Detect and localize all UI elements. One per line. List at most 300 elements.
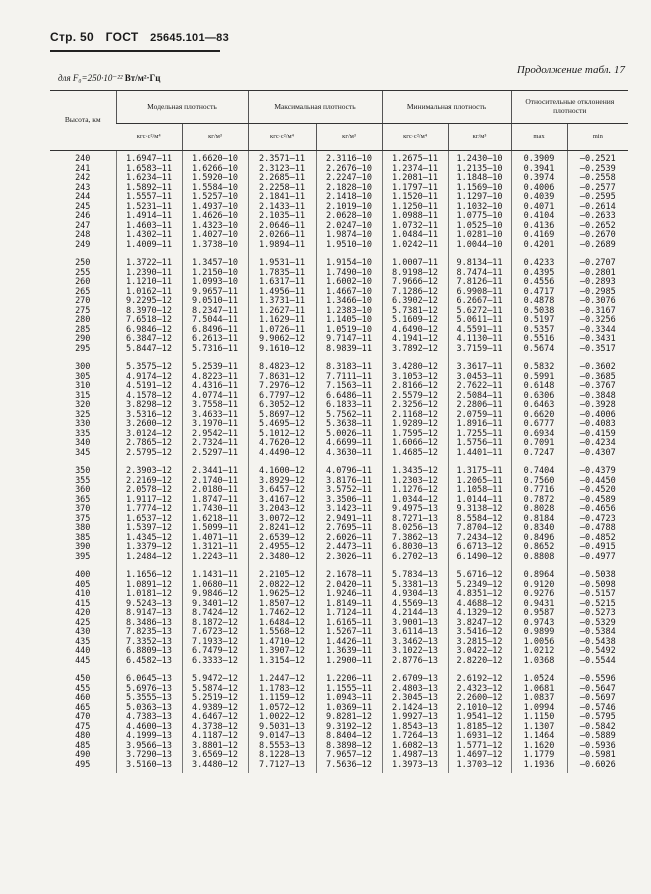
table-cell: 480	[75, 731, 91, 741]
table-cell: 9.3138—12	[448, 505, 511, 515]
table-cell: 1.6218—11	[182, 515, 248, 525]
table-cell: 0.9743	[511, 619, 567, 629]
table-cell: —0.3517	[567, 345, 628, 358]
table-cell: 3.4480—12	[182, 761, 248, 774]
table-cell: —0.3685	[567, 373, 628, 383]
table-cell: 4.5569—13	[382, 600, 448, 610]
table-cell: —0.5842	[567, 723, 628, 733]
table-cell: 2.1424—13	[382, 704, 448, 714]
table-cell: 1.4685—12	[382, 449, 448, 462]
table-cell: 255	[75, 267, 91, 278]
table-cell: 3.8929—12	[248, 477, 316, 487]
table-cell: 1.7490—10	[316, 269, 382, 279]
table-cell: 435	[75, 636, 91, 647]
table-cell: 1.1250—11	[382, 203, 448, 213]
header-max-density: Максимальная плотность	[248, 91, 382, 124]
table-cell: —0.5329	[567, 619, 628, 629]
table-cell: 4.1999—13	[116, 732, 182, 742]
table-cell: 1.0681	[511, 685, 567, 695]
table-cell: 1.6082—13	[382, 742, 448, 752]
table-cell: —0.6026	[567, 761, 628, 774]
table-cell: 1.6484—12	[248, 619, 316, 629]
table-cell: 250	[75, 258, 91, 268]
table-cell: 0.7091	[511, 439, 567, 449]
table-row	[50, 761, 628, 774]
table-cell: 2.0180—11	[182, 486, 248, 496]
table-cell: 345	[75, 447, 91, 458]
table-cell: 2.2105—12	[248, 565, 316, 581]
table-cell: 1.0056	[511, 638, 567, 648]
table-cell: 1.5771—12	[448, 742, 511, 752]
table-cell: 1.9154—10	[316, 253, 382, 269]
table-cell: 1.0022—12	[248, 713, 316, 723]
table-cell: 5.0611—11	[448, 316, 511, 326]
table-cell: 1.1783—12	[248, 685, 316, 695]
table-cell: 385	[75, 532, 91, 543]
table-cell: 2.1433—11	[248, 203, 316, 213]
table-cell: 405	[75, 579, 91, 590]
table-cell: 7.6518—12	[116, 316, 182, 326]
table-cell: 2.8776—13	[382, 657, 448, 670]
table-cell: —0.5647	[567, 685, 628, 695]
table-cell: 1.1620	[511, 742, 567, 752]
table-cell: 7.5636—12	[316, 761, 382, 774]
table-row	[50, 553, 628, 566]
table-cell: 1.1058—11	[448, 486, 511, 496]
table-cell: 2.1740—11	[182, 477, 248, 487]
table-cell: 1.2900—11	[316, 657, 382, 670]
table-cell: —0.2985	[567, 288, 628, 298]
table-cell: 2.3123—11	[248, 165, 316, 175]
table-cell: 1.5920—10	[182, 174, 248, 184]
table-cell: 2.2685—11	[248, 174, 316, 184]
table-cell: 1.3154—12	[248, 657, 316, 670]
table-cell: 240	[75, 154, 91, 164]
table-cell: 1.2484—12	[116, 553, 182, 566]
table-cell: 4.4316—11	[182, 382, 248, 392]
table-cell: 2.3026—11	[316, 553, 382, 566]
table-row	[50, 253, 628, 269]
table-cell: 0.8184	[511, 515, 567, 525]
table-cell: 1.9531—11	[248, 253, 316, 269]
table-cell: 450	[75, 674, 91, 684]
table-cell: 4.3630—11	[316, 449, 382, 462]
table-cell: 4.1578—12	[116, 392, 182, 402]
density-table	[50, 90, 628, 773]
table-cell: 1.5099—11	[182, 524, 248, 534]
table-cell: 400	[75, 570, 91, 580]
table-cell: 1.2390—11	[116, 269, 182, 279]
gost-label: ГОСТ	[105, 30, 139, 44]
row-group	[50, 357, 628, 461]
table-cell: —0.4589	[567, 496, 628, 506]
table-cell: 1.0524	[511, 669, 567, 685]
table-cell: 3.3462—13	[382, 638, 448, 648]
table-cell: 1.0368	[511, 657, 567, 670]
table-cell: 3.8801—12	[182, 742, 248, 752]
table-cell: 1.2383—10	[316, 307, 382, 317]
table-cell: 2.6539—12	[248, 534, 316, 544]
table-cell: 7.2976—12	[248, 382, 316, 392]
table-cell: 1.4009—11	[116, 241, 182, 254]
table-cell: 6.2667—11	[448, 297, 511, 307]
table-cell: 485	[75, 740, 91, 751]
header-relative-deviation: Относительные отклонения плотности	[511, 91, 628, 124]
table-cell: 6.1833—11	[316, 401, 382, 411]
table-continuation: Продолжение табл. 17	[516, 64, 625, 76]
table-cell: 0.4878	[511, 297, 567, 307]
table-cell: —0.4307	[567, 449, 628, 462]
table-cell: 9.3401—12	[182, 600, 248, 610]
table-cell: —0.4520	[567, 486, 628, 496]
table-cell: 246	[75, 211, 91, 221]
table-cell: 1.3722—11	[116, 253, 182, 269]
table-row	[50, 151, 628, 165]
table-cell: 8.9198—12	[382, 269, 448, 279]
table-cell: 0.7872	[511, 496, 567, 506]
gost-number: 25645.101—83	[150, 32, 230, 44]
table-cell: 490	[75, 750, 91, 760]
table-cell: 275	[75, 305, 91, 316]
table-cell: 7.1933—12	[182, 638, 248, 648]
table-cell: —0.2558	[567, 174, 628, 184]
table-cell: 1.1159—12	[248, 694, 316, 704]
table-cell: 1.0525—10	[448, 222, 511, 232]
table-cell: 2.1168—12	[382, 411, 448, 421]
table-cell: 9.8281—12	[316, 713, 382, 723]
table-cell: 8.3486—13	[116, 619, 182, 629]
table-row	[50, 657, 628, 670]
table-cell: 2.0628—10	[316, 212, 382, 222]
table-cell: 2.6192—12	[448, 669, 511, 685]
header-height: Высота, км	[50, 91, 116, 151]
table-cell: 0.4104	[511, 212, 567, 222]
table-cell: —0.5544	[567, 657, 628, 670]
table-cell: 7.5044—11	[182, 316, 248, 326]
table-cell: 2.3441—11	[182, 461, 248, 477]
table-cell: 1.2447—12	[248, 669, 316, 685]
table-cell: 0.6148	[511, 382, 567, 392]
table-cell: 4.0774—11	[182, 392, 248, 402]
table-cell: 1.3121—11	[182, 543, 248, 553]
table-cell: 0.4233	[511, 253, 567, 269]
table-cell: 7.8631—12	[248, 373, 316, 383]
table-cell: 5.6716—12	[448, 565, 511, 581]
table-cell: 7.7111—11	[316, 373, 382, 383]
table-cell: 2.7695—11	[316, 524, 382, 534]
table-cell: 4.9389—12	[182, 704, 248, 714]
table-cell: 1.3731—11	[248, 297, 316, 307]
table-cell: 6.7479—12	[182, 647, 248, 657]
table-cell: 5.0026—11	[316, 430, 382, 440]
table-cell: 1.2206—11	[316, 669, 382, 685]
table-cell: —0.2893	[567, 278, 628, 288]
table-cell: 241	[75, 163, 91, 174]
table-cell: 5.7316—11	[182, 345, 248, 358]
table-cell: 7.2434—12	[448, 534, 511, 544]
table-cell: 1.1848—10	[448, 174, 511, 184]
table-cell: 1.1569—10	[448, 184, 511, 194]
table-cell: 1.3907—12	[248, 647, 316, 657]
table-cell: 245	[75, 201, 91, 212]
table-cell: 2.2258—11	[248, 184, 316, 194]
table-cell: 2.1418—10	[316, 193, 382, 203]
table-cell: —0.2633	[567, 212, 628, 222]
table-cell: 1.6002—10	[316, 278, 382, 288]
table-cell: 3.5160—13	[116, 761, 182, 774]
table-cell: 2.3480—12	[248, 553, 316, 566]
table-cell: 1.0943—11	[316, 694, 382, 704]
table-row	[50, 241, 628, 254]
table-cell: 1.2675—11	[382, 151, 448, 165]
table-cell: 390	[75, 542, 91, 552]
table-cell: 3.4280—12	[382, 357, 448, 373]
table-row	[50, 449, 628, 462]
table-cell: 2.2600—12	[448, 694, 511, 704]
unit-max-kg: кг/м³	[316, 124, 382, 151]
table-cell: 3.0124—12	[116, 430, 182, 440]
table-cell: 3.1053—12	[382, 373, 448, 383]
table-cell: 0.9899	[511, 628, 567, 638]
table-cell: 8.3898—12	[316, 742, 382, 752]
table-cell: 2.4323—12	[448, 685, 511, 695]
table-cell: 6.6486—11	[316, 392, 382, 402]
table-cell: 4.9304—13	[382, 590, 448, 600]
table-cell: 0.6463	[511, 401, 567, 411]
table-cell: 1.0344—12	[382, 496, 448, 506]
table-cell: 1.7774—12	[116, 505, 182, 515]
table-cell: 1.2150—10	[182, 269, 248, 279]
table-cell: 0.6620	[511, 411, 567, 421]
table-row	[50, 345, 628, 358]
table-cell: 280	[75, 315, 91, 325]
table-cell: 2.0420—11	[316, 581, 382, 591]
table-cell: —0.2652	[567, 222, 628, 232]
table-cell: 8.7424—12	[182, 609, 248, 619]
table-row	[50, 461, 628, 477]
table-cell: 4.8223—11	[182, 373, 248, 383]
table-cell: 1.0680—11	[182, 581, 248, 591]
table-cell: —0.5438	[567, 638, 628, 648]
table-cell: 1.4914—11	[116, 212, 182, 222]
table-cell: —0.3167	[567, 307, 628, 317]
table-cell: 0.3974	[511, 174, 567, 184]
table-cell: 1.6066—12	[382, 439, 448, 449]
table-cell: 1.9894—11	[248, 241, 316, 254]
table-cell: 6.3902—12	[382, 297, 448, 307]
table-cell: 1.0044—10	[448, 241, 511, 254]
table-cell: 2.1010—12	[448, 704, 511, 714]
table-cell: 420	[75, 608, 91, 618]
table-cell: 5.3575—12	[116, 357, 182, 373]
table-cell: 5.8697—12	[248, 411, 316, 421]
table-cell: 4.5191—12	[116, 382, 182, 392]
table-cell: 5.4695—12	[248, 420, 316, 430]
table-cell: 1.3639—11	[316, 647, 382, 657]
table-cell: 2.3116—10	[316, 151, 382, 165]
table-cell: —0.4450	[567, 477, 628, 487]
table-cell: —0.4656	[567, 505, 628, 515]
table-cell: 1.1150	[511, 713, 567, 723]
table-cell: 9.9657—11	[182, 288, 248, 298]
table-cell: —0.2539	[567, 165, 628, 175]
table-cell: 3.5752—11	[316, 486, 382, 496]
table-cell: 8.3970—12	[116, 307, 182, 317]
table-cell: 2.4955—12	[248, 543, 316, 553]
table-cell: 2.2676—10	[316, 165, 382, 175]
header-model-density: Модельная плотность	[116, 91, 248, 124]
table-cell: 330	[75, 419, 91, 429]
table-cell: 2.3571—11	[248, 151, 316, 165]
table-cell: 1.4071—11	[182, 534, 248, 544]
table-cell: —0.5038	[567, 565, 628, 581]
table-cell: 1.9246—11	[316, 590, 382, 600]
table-cell: 2.5795—12	[116, 449, 182, 462]
table-cell: —0.5098	[567, 581, 628, 591]
header-rule	[50, 50, 220, 52]
table-cell: 1.4937—10	[182, 203, 248, 213]
table-cell: 1.0993—10	[182, 278, 248, 288]
table-cell: —0.4852	[567, 534, 628, 544]
table-cell: 8.3183—11	[316, 357, 382, 373]
table-cell: 3.5416—12	[448, 628, 511, 638]
table-cell: 0.5674	[511, 345, 567, 358]
table-cell: 1.1276—12	[382, 486, 448, 496]
table-cell: 4.6467—12	[182, 713, 248, 723]
table-cell: 310	[75, 381, 91, 391]
table-cell: —0.4234	[567, 439, 628, 449]
table-cell: —0.2577	[567, 184, 628, 194]
table-cell: —0.5795	[567, 713, 628, 723]
unit-max-kgs: кгс·с²/м⁴	[248, 124, 316, 151]
table-cell: 6.2702—13	[382, 553, 448, 566]
table-cell: 410	[75, 589, 91, 599]
table-cell: 9.0147—13	[248, 732, 316, 742]
table-cell: 0.4039	[511, 193, 567, 203]
table-cell: 9.5243—13	[116, 600, 182, 610]
page-number: Стр. 50	[50, 30, 94, 44]
table-cell: 1.4667—10	[316, 288, 382, 298]
table-cell: 4.6490—12	[382, 326, 448, 336]
table-cell: 1.0726—11	[248, 326, 316, 336]
table-cell: 1.1555—11	[316, 685, 382, 695]
table-cell: —0.3602	[567, 357, 628, 373]
table-cell: 3.4167—12	[248, 496, 316, 506]
table-cell: 2.7865—12	[116, 439, 182, 449]
table-cell: —0.2521	[567, 151, 628, 165]
table-cell: 6.0645—13	[116, 669, 182, 685]
table-cell: 2.0266—11	[248, 231, 316, 241]
table-cell: 4.2144—13	[382, 609, 448, 619]
table-cell: 440	[75, 646, 91, 656]
table-cell: 3.8176—11	[316, 477, 382, 487]
table-cell: 9.9062—12	[248, 335, 316, 345]
table-cell: 3.9001—13	[382, 619, 448, 629]
table-cell: 1.1520—11	[382, 193, 448, 203]
table-cell: 2.7324—11	[182, 439, 248, 449]
table-cell: —0.4006	[567, 411, 628, 421]
table-cell: 6.8496—11	[182, 326, 248, 336]
table-cell: 1.7255—11	[448, 430, 511, 440]
table-cell: 6.2613—11	[182, 335, 248, 345]
table-cell: 3.2815—12	[448, 638, 511, 648]
unit-model-kgs: кгс·с²/м⁴	[116, 124, 182, 151]
table-cell: 3.2600—12	[116, 420, 182, 430]
table-cell: 5.8447—12	[116, 345, 182, 358]
table-cell: 5.5874—12	[182, 685, 248, 695]
table-cell: —0.5889	[567, 732, 628, 742]
table-cell: 5.0363—13	[116, 704, 182, 714]
table-cell: 1.3457—10	[182, 253, 248, 269]
table-cell: 8.8404—12	[316, 732, 382, 742]
table-cell: 290	[75, 334, 91, 344]
table-cell: 9.8134—11	[448, 253, 511, 269]
table-cell: 1.2135—10	[448, 165, 511, 175]
table-cell: 265	[75, 286, 91, 297]
table-cell: 5.7381—12	[382, 307, 448, 317]
table-cell: 4.4490—12	[248, 449, 316, 462]
table-cell: 3.1423—11	[316, 505, 382, 515]
table-cell: 2.6709—13	[382, 669, 448, 685]
table-cell: 370	[75, 504, 91, 514]
table-cell: 1.0212	[511, 647, 567, 657]
table-cell: 8.5553—13	[248, 742, 316, 752]
table-cell: 1.9874—10	[316, 231, 382, 241]
table-cell: 6.3847—12	[116, 335, 182, 345]
table-cell: —0.3344	[567, 326, 628, 336]
table-cell: 315	[75, 390, 91, 401]
table-cell: 243	[75, 182, 91, 193]
row-group	[50, 253, 628, 357]
table-cell: 7.1563—11	[316, 382, 382, 392]
table-cell: 2.1035—11	[248, 212, 316, 222]
table-cell: 8.1228—13	[248, 751, 316, 761]
table-cell: 1.4956—11	[248, 288, 316, 298]
table-cell: 0.5197	[511, 316, 567, 326]
table-cell: 9.2295—12	[116, 297, 182, 307]
table-cell: 8.5584—12	[448, 515, 511, 525]
table-cell: 0.8652	[511, 543, 567, 553]
table-cell: 1.3435—12	[382, 461, 448, 477]
table-cell: 2.7622—11	[448, 382, 511, 392]
table-cell: 5.7834—13	[382, 565, 448, 581]
table-cell: 1.7835—11	[248, 269, 316, 279]
table-cell: 2.4473—11	[316, 543, 382, 553]
table-cell: 1.0572—12	[248, 704, 316, 714]
table-cell: 1.6234—11	[116, 174, 182, 184]
table-cell: 1.5397—12	[116, 524, 182, 534]
table-cell: 2.2169—12	[116, 477, 182, 487]
table-cell: 4.4600—13	[116, 723, 182, 733]
table-cell: 1.3175—11	[448, 461, 511, 477]
table-cell: 1.0484—11	[382, 231, 448, 241]
table-cell: 3.7558—11	[182, 401, 248, 411]
table-cell: 3.6457—12	[248, 486, 316, 496]
table-cell: 242	[75, 173, 91, 183]
table-cell: 5.6976—13	[116, 685, 182, 695]
table-cell: —0.3928	[567, 401, 628, 411]
table-cell: 5.9472—12	[182, 669, 248, 685]
table-cell: 1.4345—12	[116, 534, 182, 544]
table-cell: 1.7595—12	[382, 430, 448, 440]
table-cell: 7.8235—13	[116, 628, 182, 638]
table-cell: 6.9908—11	[448, 288, 511, 298]
table-cell: 1.1936	[511, 761, 567, 774]
table-cell: 1.0732—11	[382, 222, 448, 232]
table-cell: 1.1405—10	[316, 316, 382, 326]
table-row	[50, 565, 628, 581]
table-cell: 1.1629—11	[248, 316, 316, 326]
